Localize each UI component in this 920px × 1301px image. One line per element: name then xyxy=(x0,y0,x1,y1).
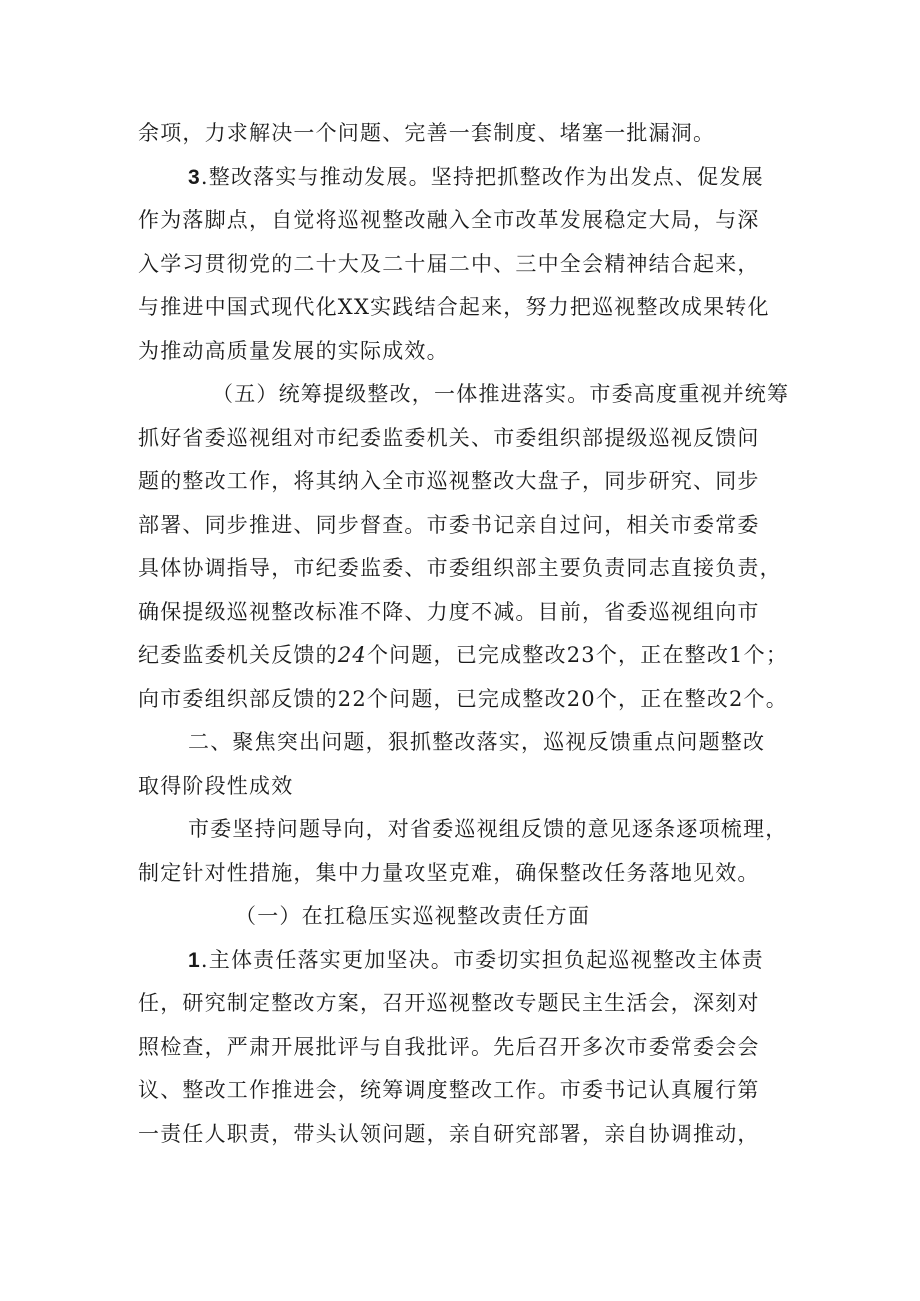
section-heading: （五）统筹提级整改，一体推进落实。市委高度重视并统筹 xyxy=(212,382,790,406)
paragraph-line: 抓好省委巡视组对市纪委监委机关、市委组织部提级巡视反馈问 xyxy=(138,425,760,450)
paragraph-line: 余项，力求解决一个问题、完善一套制度、堵塞一批漏洞。 xyxy=(138,121,716,145)
document-body xyxy=(138,112,798,1156)
subsection-heading: （一）在扛稳压实巡视整改责任方面 xyxy=(235,904,591,928)
paragraph-line: 入学习贯彻党的二十大及二十届二中、三中全会精神结合起来， xyxy=(138,251,760,276)
numbered-item-heading xyxy=(138,156,798,200)
paragraph-line: 市委坚持问题导向，对省委巡视组反馈的意见逐条逐项梳理， xyxy=(188,817,788,841)
paragraph-line: 一责任人职责，带头认领问题，亲自研究部署，亲自协调推动， xyxy=(138,1121,760,1146)
paragraph-line: 具体协调指导，市纪委监委、市委组织部主要负责同志直接负责， xyxy=(138,556,782,580)
paragraph-line: 确保提级巡视整改标准不降、力度不减。目前，省委巡视组向市 xyxy=(138,599,760,624)
paragraph-line: .主体责任落实更加坚决。市委切实担负起巡视整改主体责 xyxy=(200,947,764,972)
paragraph-line: 与推进中国式现代化XX实践结合起来，努力把巡视整改成果转化 xyxy=(138,295,770,319)
italic-number: 24 xyxy=(337,643,367,667)
chapter-heading: 二、聚焦突出问题，狠抓整改落实，巡视反馈重点问题整改 xyxy=(188,730,766,754)
paragraph-line: 制定针对性措施，集中力量攻坚克难，确保整改任务落地见效。 xyxy=(138,860,760,885)
item-number: 1 xyxy=(188,948,201,972)
paragraph-line: 任，研究制定整改方案，召开巡视整改专题民主生活会，深刻对 xyxy=(138,991,760,1015)
text-segment: 个问题，已完成整改23个，正在整改1个； xyxy=(366,643,789,667)
paragraph-line: 部署、同步推进、同步督查。市委书记亲自过问，相关市委常委 xyxy=(138,512,760,537)
chapter-heading-continued: 取得阶段性成效 xyxy=(138,773,294,798)
paragraph-line xyxy=(138,634,798,678)
paragraph-line: 为推动高质量发展的实际成效。 xyxy=(138,338,449,363)
item-number: 3 xyxy=(188,165,201,189)
text-segment: 纪委监委机关反馈的 xyxy=(138,643,338,667)
paragraph-line: 题的整改工作，将其纳入全市巡视整改大盘子，同步研究、同步 xyxy=(138,469,760,493)
paragraph-line: 作为落脚点，自觉将巡视整改融入全市改革发展稳定大局，与深 xyxy=(138,208,760,232)
paragraph-line: 向市委组织部反馈的22个问题，已完成整改20个，正在整改2个。 xyxy=(138,686,789,711)
paragraph-line: 照检查，严肃开展批评与自我批评。先后召开多次市委常委会会 xyxy=(138,1034,760,1059)
paragraph-line: 议、整改工作推进会，统筹调度整改工作。市委书记认真履行第 xyxy=(138,1078,760,1102)
numbered-item-heading xyxy=(138,939,798,983)
paragraph-line: .整改落实与推动发展。坚持把抓整改作为出发点、促发展 xyxy=(200,164,764,189)
